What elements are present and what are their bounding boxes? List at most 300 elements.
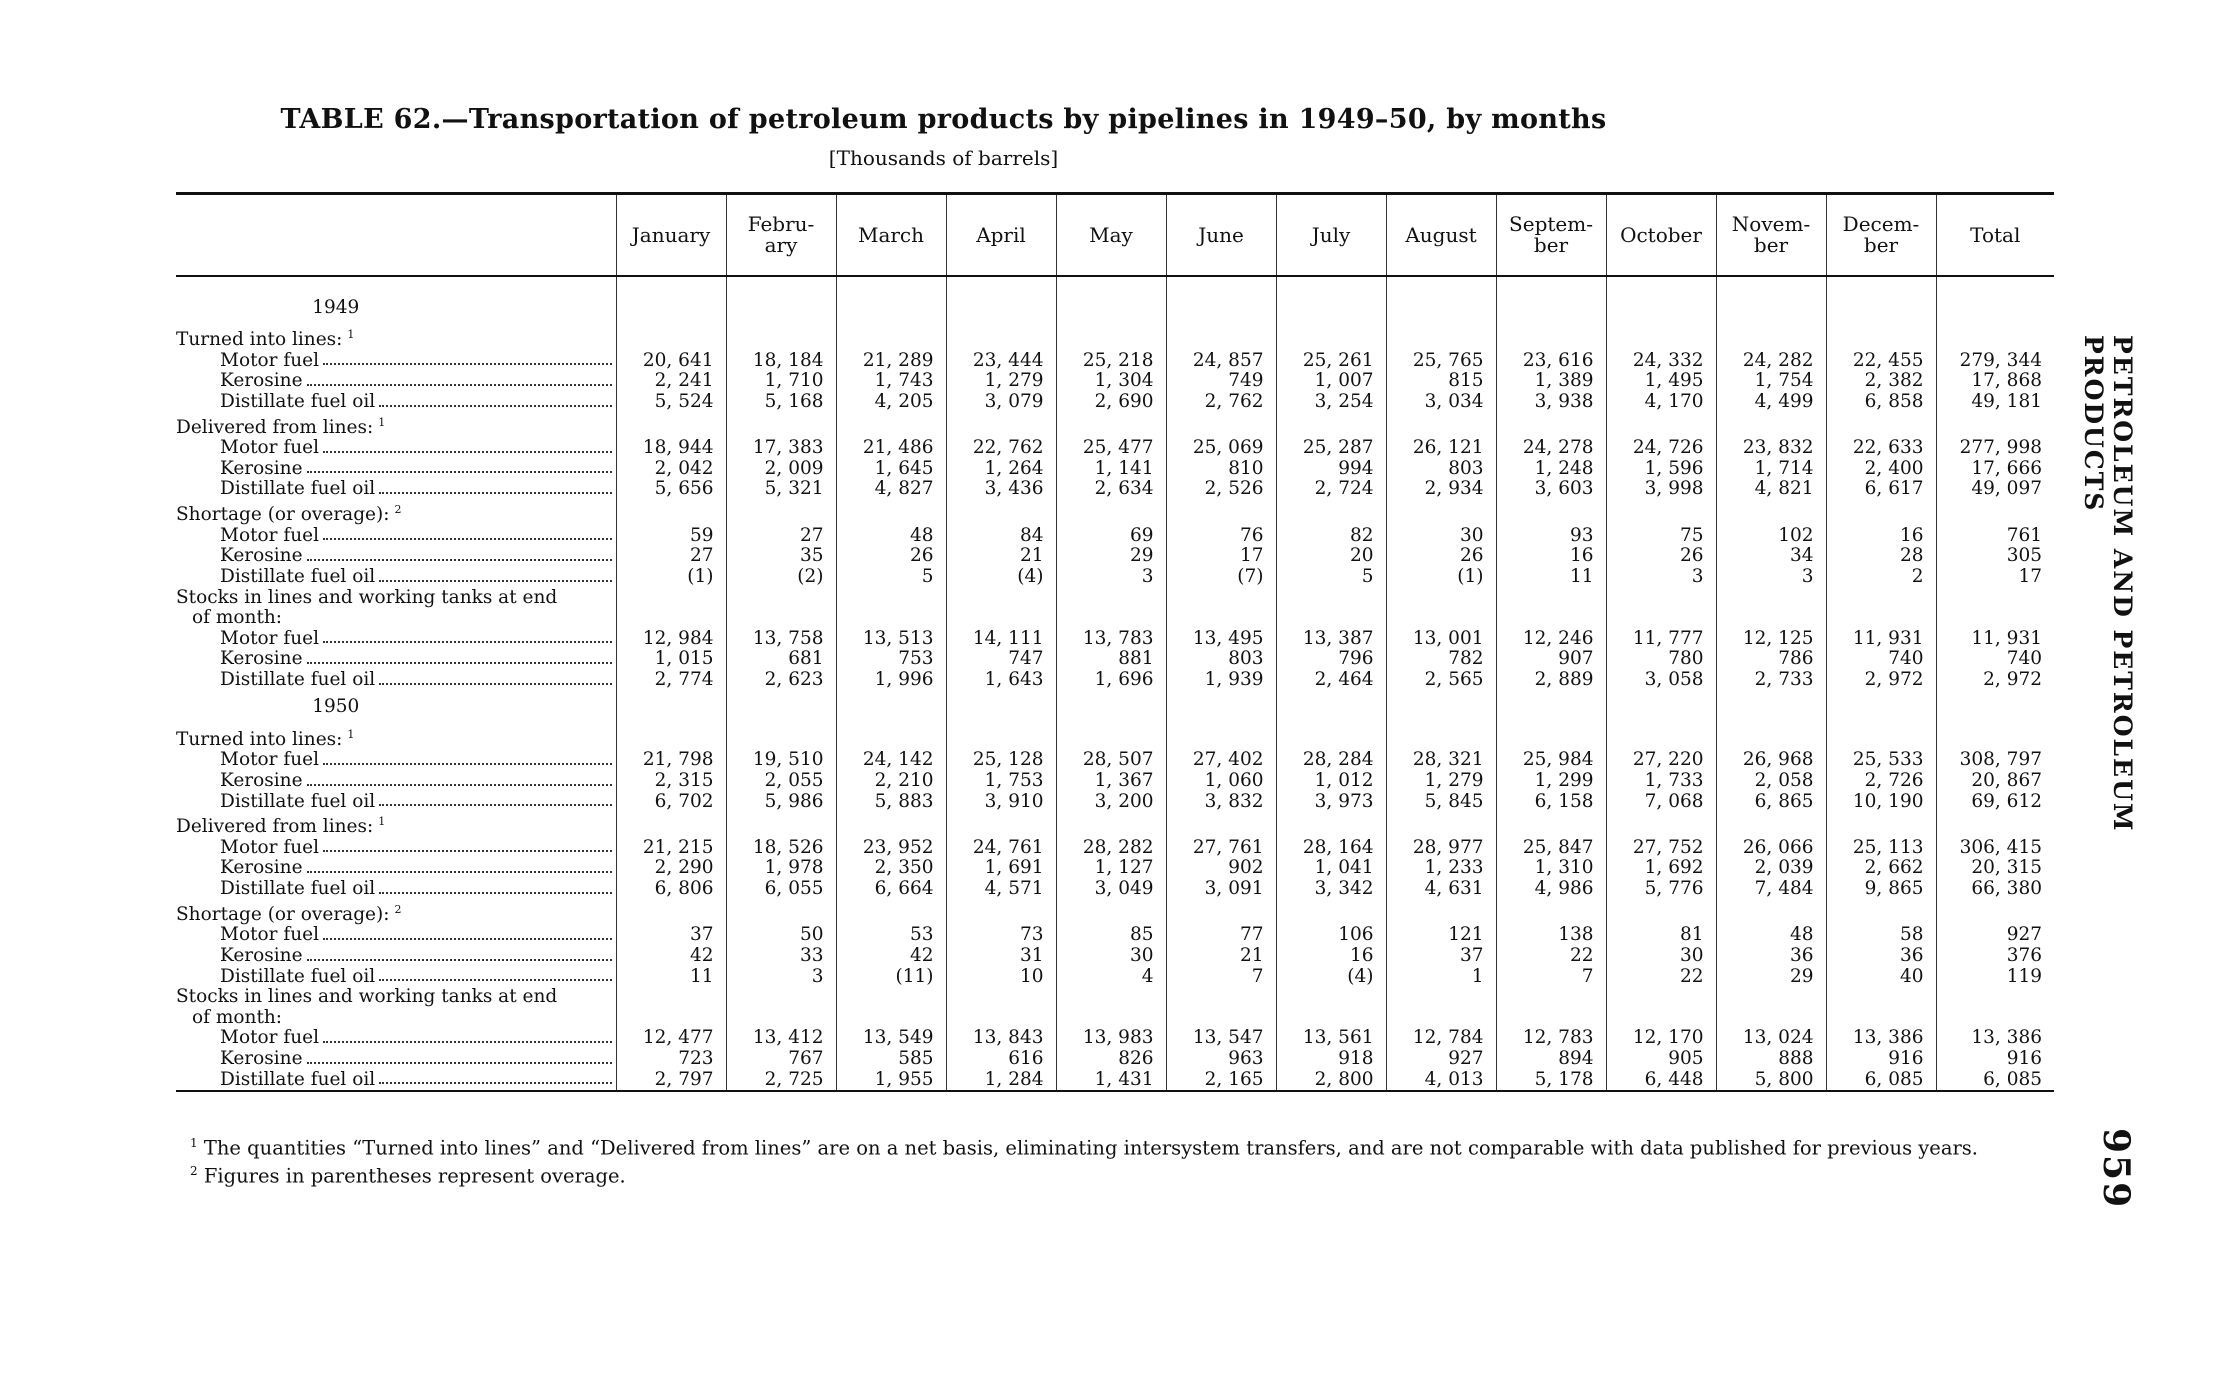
value-cell: 905	[1606, 1049, 1716, 1070]
value-cell: 58	[1826, 925, 1936, 946]
value-cell	[1936, 812, 2054, 838]
value-cell: 1, 284	[946, 1070, 1056, 1092]
row-label-wrap	[176, 858, 616, 879]
value-cell: 11	[1496, 567, 1606, 588]
value-cell	[1056, 691, 1166, 725]
value-cell: 24, 332	[1606, 351, 1716, 372]
column-header-row	[176, 194, 2054, 277]
value-cell	[1056, 413, 1166, 439]
row-label-text: Distillate fuel oil	[220, 566, 376, 587]
value-cell	[1716, 276, 1826, 291]
value-cell	[836, 1008, 946, 1029]
value-cell: 23, 952	[836, 838, 946, 859]
value-cell	[1276, 500, 1386, 526]
value-cell: 4, 013	[1386, 1070, 1496, 1092]
value-cell: 20, 641	[616, 351, 726, 372]
value-cell: 49, 181	[1936, 392, 2054, 413]
value-cell: 3	[1056, 567, 1166, 588]
value-cell	[1716, 325, 1826, 351]
value-cell: 5, 656	[616, 479, 726, 500]
pipeline-table-container	[176, 192, 2054, 1092]
value-cell: 102	[1716, 526, 1826, 547]
value-cell	[1936, 413, 2054, 439]
value-cell	[1496, 500, 1606, 526]
leader-dots	[379, 670, 611, 685]
value-cell: 40	[1826, 967, 1936, 988]
leader-dots	[379, 1070, 611, 1085]
section-heading-text: Turned into lines:	[176, 728, 343, 750]
value-cell: 23, 616	[1496, 351, 1606, 372]
row-label	[176, 629, 616, 650]
value-cell: 2, 526	[1166, 479, 1276, 500]
leader-dots	[323, 925, 611, 940]
section-heading-text: Delivered from lines:	[176, 416, 374, 438]
value-cell: 22	[1496, 946, 1606, 967]
value-cell: 28, 321	[1386, 750, 1496, 771]
value-cell: 6, 806	[616, 879, 726, 900]
value-cell	[1386, 691, 1496, 725]
value-cell: (7)	[1166, 567, 1276, 588]
value-cell: 6, 865	[1716, 792, 1826, 813]
value-cell: (2)	[726, 567, 836, 588]
value-cell: 2, 165	[1166, 1070, 1276, 1092]
value-cell: 3, 910	[946, 792, 1056, 813]
value-cell	[836, 325, 946, 351]
row-label-text: Motor fuel	[220, 349, 320, 371]
value-cell: 796	[1276, 649, 1386, 670]
value-cell: 6, 858	[1826, 392, 1936, 413]
table-row	[176, 546, 2054, 567]
value-cell	[1936, 725, 2054, 751]
column-header: July	[1276, 194, 1386, 277]
column-header: October	[1606, 194, 1716, 277]
row-label-wrap	[176, 750, 616, 771]
table-body	[176, 276, 2054, 1091]
value-cell	[836, 608, 946, 629]
table-row	[176, 967, 2054, 988]
value-cell: 5, 883	[836, 792, 946, 813]
value-cell: 5, 178	[1496, 1070, 1606, 1092]
value-cell	[1716, 691, 1826, 725]
value-cell: 13, 001	[1386, 629, 1496, 650]
value-cell: 881	[1056, 649, 1166, 670]
section-heading	[176, 608, 616, 629]
value-cell: 3, 049	[1056, 879, 1166, 900]
value-cell	[1386, 987, 1496, 1008]
value-cell: 2	[1826, 567, 1936, 588]
value-cell: 1, 279	[946, 371, 1056, 392]
value-cell: 138	[1496, 925, 1606, 946]
value-cell: 1, 264	[946, 459, 1056, 480]
value-cell	[836, 500, 946, 526]
column-header: August	[1386, 194, 1496, 277]
value-cell: 6, 085	[1826, 1070, 1936, 1092]
value-cell: 59	[616, 526, 726, 547]
value-cell	[1606, 413, 1716, 439]
value-cell: 13, 387	[1276, 629, 1386, 650]
value-cell	[1496, 588, 1606, 609]
section-heading	[176, 987, 616, 1008]
value-cell: 25, 477	[1056, 438, 1166, 459]
leader-dots	[379, 479, 611, 494]
table-row	[176, 629, 2054, 650]
leader-dots	[379, 967, 611, 982]
row-label-text: Distillate fuel oil	[220, 478, 376, 500]
row-label-text: Kerosine	[220, 1047, 303, 1069]
row-label-wrap	[176, 371, 616, 392]
value-cell: 13, 549	[836, 1028, 946, 1049]
row-label-text: Kerosine	[220, 769, 303, 791]
value-cell	[1386, 608, 1496, 629]
value-cell: 24, 278	[1496, 438, 1606, 459]
value-cell: 2, 464	[1276, 670, 1386, 691]
value-cell	[1936, 276, 2054, 291]
value-cell: 3, 938	[1496, 392, 1606, 413]
value-cell	[1386, 500, 1496, 526]
row-label-text: Distillate fuel oil	[220, 1068, 376, 1090]
value-cell: 1, 389	[1496, 371, 1606, 392]
value-cell: 12, 477	[616, 1028, 726, 1049]
value-cell: 7	[1166, 967, 1276, 988]
leader-dots	[323, 838, 611, 853]
value-cell	[616, 812, 726, 838]
value-cell: 17, 383	[726, 438, 836, 459]
value-cell: 2, 350	[836, 858, 946, 879]
row-label-text: Motor fuel	[220, 524, 320, 546]
value-cell: 927	[1386, 1049, 1496, 1070]
row-label	[176, 1028, 616, 1049]
row-label-text: Motor fuel	[220, 437, 320, 459]
value-cell: 740	[1826, 649, 1936, 670]
row-label-text: Distillate fuel oil	[220, 390, 376, 412]
value-cell: 2, 058	[1716, 771, 1826, 792]
row-label-wrap	[176, 670, 616, 691]
spacer-cell	[176, 276, 616, 291]
value-cell	[1826, 291, 1936, 325]
row-label	[176, 750, 616, 771]
value-cell: 9, 865	[1826, 879, 1936, 900]
value-cell: 25, 113	[1826, 838, 1936, 859]
value-cell	[726, 987, 836, 1008]
value-cell	[1496, 900, 1606, 926]
value-cell: 6, 085	[1936, 1070, 2054, 1092]
value-cell: 27, 402	[1166, 750, 1276, 771]
leader-dots	[307, 459, 612, 474]
row-label	[176, 1049, 616, 1070]
value-cell	[1606, 588, 1716, 609]
section-heading-text: Shortage (or overage):	[176, 504, 390, 526]
table-row	[176, 879, 2054, 900]
row-label-text: Kerosine	[220, 370, 303, 392]
value-cell: 1, 978	[726, 858, 836, 879]
value-cell: 2, 565	[1386, 670, 1496, 691]
value-cell	[1606, 1008, 1716, 1029]
table-row	[176, 670, 2054, 691]
value-cell: 2, 290	[616, 858, 726, 879]
section-heading	[176, 900, 616, 926]
value-cell	[1276, 608, 1386, 629]
value-cell: 21, 215	[616, 838, 726, 859]
value-cell	[1936, 987, 2054, 1008]
value-cell: 1, 714	[1716, 459, 1826, 480]
value-cell	[1056, 1008, 1166, 1029]
footnote-1-mark: 1	[190, 1136, 198, 1150]
value-cell	[726, 900, 836, 926]
running-head: PETROLEUM AND PETROLEUM PRODUCTS	[2079, 335, 2137, 833]
value-cell: 10	[946, 967, 1056, 988]
row-label	[176, 526, 616, 547]
year-row	[176, 291, 2054, 325]
row-label-text: Motor fuel	[220, 836, 320, 858]
value-cell	[1936, 588, 2054, 609]
leader-dots	[307, 771, 612, 786]
table-row	[176, 526, 2054, 547]
value-cell: 17	[1166, 546, 1276, 567]
value-cell: 22, 455	[1826, 351, 1936, 372]
footnote-1	[176, 1132, 2056, 1160]
value-cell: 42	[836, 946, 946, 967]
section-heading	[176, 1008, 616, 1029]
value-cell: 5, 845	[1386, 792, 1496, 813]
value-cell	[1276, 1008, 1386, 1029]
year-label: 1949	[312, 296, 360, 318]
value-cell	[836, 691, 946, 725]
value-cell: 1, 710	[726, 371, 836, 392]
value-cell: 24, 857	[1166, 351, 1276, 372]
value-cell	[836, 291, 946, 325]
value-cell	[1276, 588, 1386, 609]
value-cell	[1826, 812, 1936, 838]
value-cell	[616, 900, 726, 926]
value-cell: 5, 168	[726, 392, 836, 413]
value-cell	[1386, 325, 1496, 351]
value-cell: 48	[1716, 925, 1826, 946]
row-label	[176, 459, 616, 480]
value-cell: 26	[836, 546, 946, 567]
value-cell	[1166, 987, 1276, 1008]
value-cell: 2, 634	[1056, 479, 1166, 500]
value-cell	[1276, 413, 1386, 439]
value-cell	[1606, 725, 1716, 751]
value-cell	[946, 276, 1056, 291]
value-cell: 3, 342	[1276, 879, 1386, 900]
value-cell: 11, 777	[1606, 629, 1716, 650]
value-cell: 4, 631	[1386, 879, 1496, 900]
leader-dots	[323, 526, 611, 541]
value-cell: 17	[1936, 567, 2054, 588]
section-heading	[176, 812, 616, 838]
value-cell: 53	[836, 925, 946, 946]
row-label	[176, 838, 616, 859]
value-cell	[1386, 1008, 1496, 1029]
value-cell	[1166, 588, 1276, 609]
value-cell: 1, 012	[1276, 771, 1386, 792]
value-cell: 907	[1496, 649, 1606, 670]
value-cell: 49, 097	[1936, 479, 2054, 500]
value-cell	[1606, 812, 1716, 838]
row-label-wrap	[176, 438, 616, 459]
value-cell	[1276, 325, 1386, 351]
value-cell	[1056, 900, 1166, 926]
value-cell: 7	[1496, 967, 1606, 988]
value-cell	[616, 691, 726, 725]
value-cell	[1496, 291, 1606, 325]
section-heading-row	[176, 413, 2054, 439]
value-cell: 1, 367	[1056, 771, 1166, 792]
row-label-wrap	[176, 771, 616, 792]
value-cell	[1276, 276, 1386, 291]
value-cell: 10, 190	[1826, 792, 1936, 813]
value-cell: 916	[1826, 1049, 1936, 1070]
value-cell: 4, 821	[1716, 479, 1826, 500]
value-cell: 18, 184	[726, 351, 836, 372]
table-subtitle: [Thousands of barrels]	[828, 146, 1059, 170]
value-cell	[1716, 608, 1826, 629]
leader-dots	[379, 392, 611, 407]
value-cell	[1386, 900, 1496, 926]
value-cell	[1936, 325, 2054, 351]
value-cell: 6, 664	[836, 879, 946, 900]
value-cell: 1, 495	[1606, 371, 1716, 392]
value-cell: 17, 868	[1936, 371, 2054, 392]
value-cell: 2, 934	[1386, 479, 1496, 500]
value-cell: 12, 125	[1716, 629, 1826, 650]
value-cell: 1, 060	[1166, 771, 1276, 792]
value-cell	[1496, 987, 1606, 1008]
value-cell: 25, 218	[1056, 351, 1166, 372]
row-label	[176, 879, 616, 900]
value-cell	[1166, 812, 1276, 838]
value-cell	[1606, 276, 1716, 291]
value-cell: 1, 127	[1056, 858, 1166, 879]
value-cell	[1056, 588, 1166, 609]
value-cell: 27	[616, 546, 726, 567]
value-cell: 963	[1166, 1049, 1276, 1070]
value-cell	[1716, 500, 1826, 526]
value-cell: 30	[1056, 946, 1166, 967]
row-label-text: Motor fuel	[220, 924, 320, 946]
page-number: 959	[2095, 1128, 2137, 1210]
table-row	[176, 838, 2054, 859]
row-label-text: Kerosine	[220, 857, 303, 879]
value-cell	[616, 413, 726, 439]
value-cell: 30	[1606, 946, 1716, 967]
section-heading	[176, 325, 616, 351]
value-cell: 2, 733	[1716, 670, 1826, 691]
table-row	[176, 925, 2054, 946]
row-label-wrap	[176, 925, 616, 946]
value-cell: 1, 996	[836, 670, 946, 691]
section-heading-row	[176, 500, 2054, 526]
footnotes	[176, 1132, 2056, 1187]
row-label	[176, 771, 616, 792]
value-cell: 1, 733	[1606, 771, 1716, 792]
leader-dots	[323, 629, 611, 644]
value-cell: 5	[1276, 567, 1386, 588]
leader-dots	[307, 858, 612, 873]
value-cell: 826	[1056, 1049, 1166, 1070]
value-cell: 7, 484	[1716, 879, 1826, 900]
value-cell	[836, 276, 946, 291]
value-cell: 767	[726, 1049, 836, 1070]
value-cell: 13, 495	[1166, 629, 1276, 650]
value-cell: 12, 784	[1386, 1028, 1496, 1049]
value-cell: 4, 499	[1716, 392, 1826, 413]
value-cell: 11	[616, 967, 726, 988]
value-cell	[1936, 691, 2054, 725]
row-label-text: Kerosine	[220, 648, 303, 670]
value-cell: 1, 743	[836, 371, 946, 392]
value-cell: 37	[1386, 946, 1496, 967]
table-row	[176, 946, 2054, 967]
value-cell	[726, 691, 836, 725]
value-cell: 2, 726	[1826, 771, 1936, 792]
value-cell: 22, 762	[946, 438, 1056, 459]
value-cell: 26, 968	[1716, 750, 1826, 771]
value-cell: 27, 752	[1606, 838, 1716, 859]
value-cell	[1606, 500, 1716, 526]
row-label	[176, 670, 616, 691]
column-header: Septem- ber	[1496, 194, 1606, 277]
value-cell	[1826, 1008, 1936, 1029]
value-cell: 11, 931	[1826, 629, 1936, 650]
value-cell	[1386, 812, 1496, 838]
row-label	[176, 546, 616, 567]
value-cell: 24, 142	[836, 750, 946, 771]
value-cell: 23, 832	[1716, 438, 1826, 459]
value-cell	[836, 725, 946, 751]
footnote-ref: 2	[394, 902, 402, 916]
value-cell: 76	[1166, 526, 1276, 547]
value-cell: 1, 939	[1166, 670, 1276, 691]
table-row	[176, 392, 2054, 413]
section-heading-text: of month:	[192, 607, 283, 629]
value-cell: 1, 753	[946, 771, 1056, 792]
table-row	[176, 1070, 2054, 1092]
value-cell: (11)	[836, 967, 946, 988]
value-cell: 50	[726, 925, 836, 946]
value-cell	[1826, 987, 1936, 1008]
value-cell: 4, 170	[1606, 392, 1716, 413]
value-cell: 1, 596	[1606, 459, 1716, 480]
value-cell	[726, 725, 836, 751]
value-cell: 85	[1056, 925, 1166, 946]
value-cell: 119	[1936, 967, 2054, 988]
value-cell	[616, 588, 726, 609]
section-heading-row	[176, 987, 2054, 1008]
value-cell: 27, 220	[1606, 750, 1716, 771]
leader-dots	[307, 1049, 612, 1064]
leader-dots	[307, 946, 612, 961]
value-cell	[616, 1008, 726, 1029]
value-cell: 723	[616, 1049, 726, 1070]
value-cell: 803	[1166, 649, 1276, 670]
section-heading	[176, 725, 616, 751]
value-cell: 5, 524	[616, 392, 726, 413]
row-label	[176, 792, 616, 813]
row-label-text: Motor fuel	[220, 749, 320, 771]
value-cell: 21, 798	[616, 750, 726, 771]
value-cell: 20, 315	[1936, 858, 2054, 879]
value-cell	[946, 1008, 1056, 1029]
row-label-text: Distillate fuel oil	[220, 878, 376, 900]
column-header: Novem- ber	[1716, 194, 1826, 277]
value-cell: 21	[1166, 946, 1276, 967]
value-cell: 26, 121	[1386, 438, 1496, 459]
value-cell: 306, 415	[1936, 838, 2054, 859]
value-cell	[946, 987, 1056, 1008]
footnote-ref: 2	[394, 503, 402, 517]
